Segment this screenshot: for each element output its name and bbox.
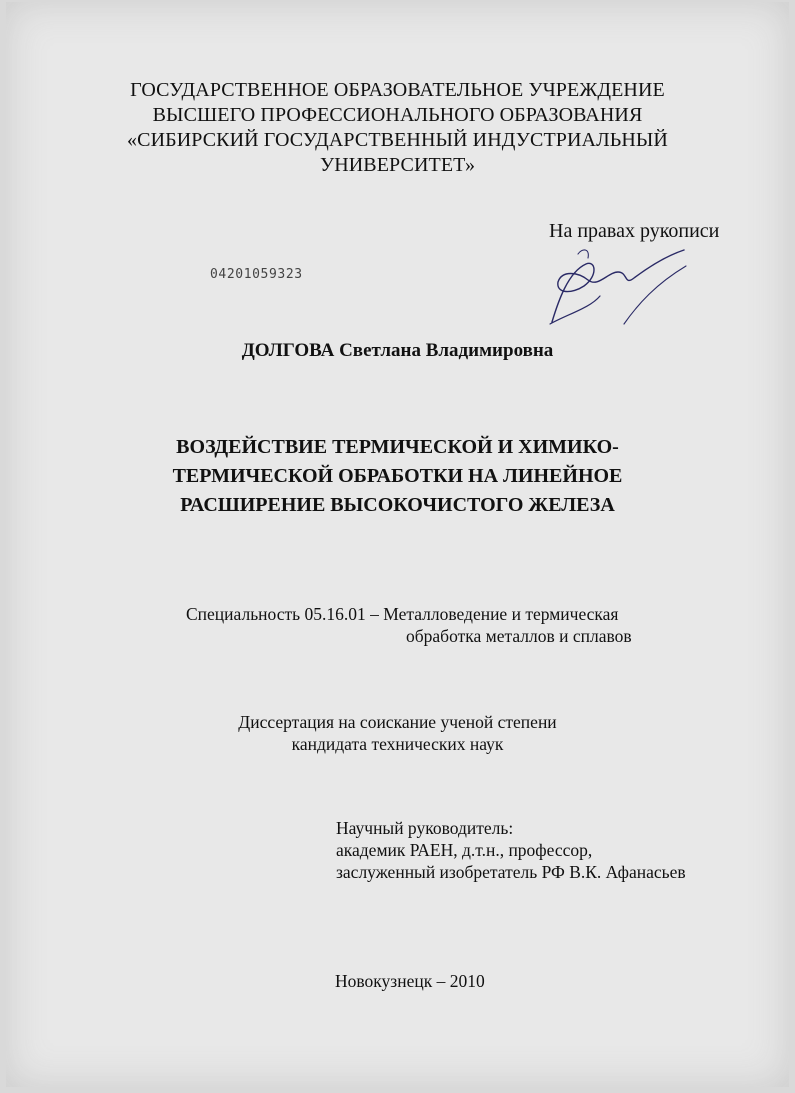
advisor-line-2: академик РАЕН, д.т.н., профессор, <box>336 840 593 860</box>
signature-icon <box>538 242 688 332</box>
degree-statement <box>6 711 789 755</box>
institution-line-1: ГОСУДАРСТВЕННОЕ ОБРАЗОВАТЕЛЬНОЕ УЧРЕЖДЕНИЕ <box>130 79 665 101</box>
dissertation-title <box>6 433 789 520</box>
document-code: 04201059323 <box>210 267 303 282</box>
institution-line-4: УНИВЕРСИТЕТ» <box>319 154 476 176</box>
degree-line-1: Диссертация на соискание ученой степени <box>238 712 557 732</box>
institution-header <box>6 78 789 178</box>
scientific-advisor <box>336 817 686 883</box>
institution-line-2: ВЫСШЕГО ПРОФЕССИОНАЛЬНОГО ОБРАЗОВАНИЯ <box>152 104 643 126</box>
advisor-line-1: Научный руководитель: <box>336 818 514 838</box>
city-year: Новокузнецк – 2010 <box>335 971 485 991</box>
title-line-1: ВОЗДЕЙСТВИЕ ТЕРМИЧЕСКОЙ И ХИМИКО- <box>176 436 619 458</box>
title-line-3: РАСШИРЕНИЕ ВЫСОКОЧИСТОГО ЖЕЛЕЗА <box>180 494 615 516</box>
specialty-line-1: Специальность 05.16.01 – Металловедение и термическая <box>186 604 619 624</box>
author-name: ДОЛГОВА Светлана Владимировна <box>241 340 554 361</box>
specialty <box>186 603 632 647</box>
advisor-line-3: заслуженный изобретатель РФ В.К. Афанасьев <box>336 862 686 882</box>
document-page <box>6 2 789 1087</box>
specialty-line-2: обработка металлов и сплавов <box>406 626 632 646</box>
title-line-2: ТЕРМИЧЕСКОЙ ОБРАБОТКИ НА ЛИНЕЙНОЕ <box>172 465 623 487</box>
manuscript-note: На правах рукописи <box>549 220 720 242</box>
degree-line-2: кандидата технических наук <box>291 734 504 754</box>
institution-line-3: «СИБИРСКИЙ ГОСУДАРСТВЕННЫЙ ИНДУСТРИАЛЬНЫЙ <box>127 129 668 151</box>
